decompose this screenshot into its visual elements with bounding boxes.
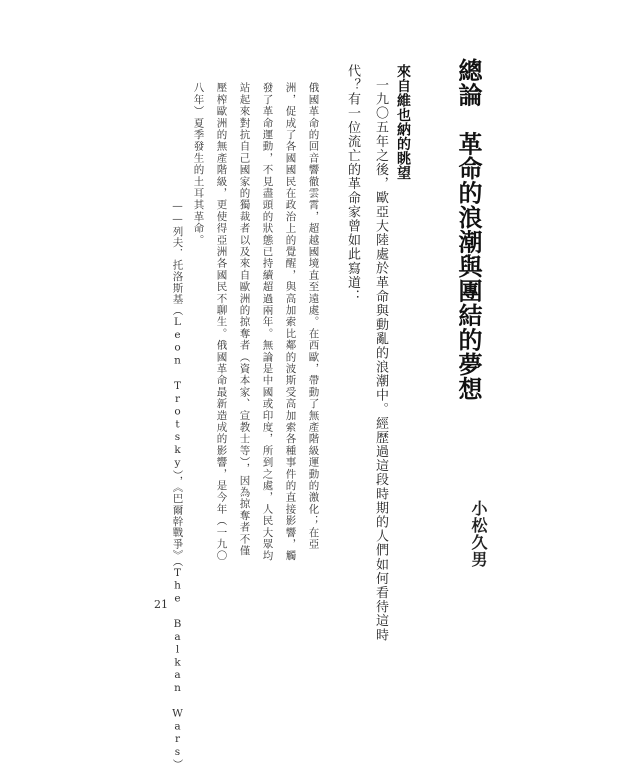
quote-line-2: 洲，促成了各國國民在政治上的覺醒，與高加索比鄰的波斯受高加索各種事件的直接影響，觸 [284,82,297,562]
chapter-title: 總論 革命的浪潮與團結的夢想 [454,58,483,401]
quote-line-1: 俄國革命的回音響徹雲霄，超越國境直至遠處。在西歐，帶動了無產階級運動的激化；在亞 [307,82,320,550]
author-name: 小松久男 [469,500,488,568]
quote-line-5: 壓榨歐洲的無產階級，更使得亞洲各國民不聊生。俄國革命最新造成的影響，是今年（一九〇 [215,82,228,562]
quote-line-3: 發了革命運動，不見盡頭的狀態已持續超過兩年。無論是中國或印度，所到之處，人民大眾均 [261,82,274,562]
intro-line-2: 代？有一位流亡的革命家曾如此寫道： [345,64,360,304]
quote-line-6: 八年）夏季發生的土耳其革命。 [192,82,205,246]
quote-attribution: ——列夫．托洛斯基（Leon Trotsky），《巴爾幹戰爭》（The Balkan Wars） [171,200,184,770]
quote-line-4: 站起來對抗自己國家的獨裁者以及來自歐洲的掠奪者（資本家、宣教士等），因為掠奪者不僅 [238,82,251,557]
page-number: 21 [154,598,168,611]
section-subtitle: 來自維也納的眺望 [395,64,411,180]
intro-line-1: 一九〇五年之後，歐亞大陸處於革命與動亂的浪潮中。經歷過這段時期的人們如何看待這時 [373,78,388,642]
